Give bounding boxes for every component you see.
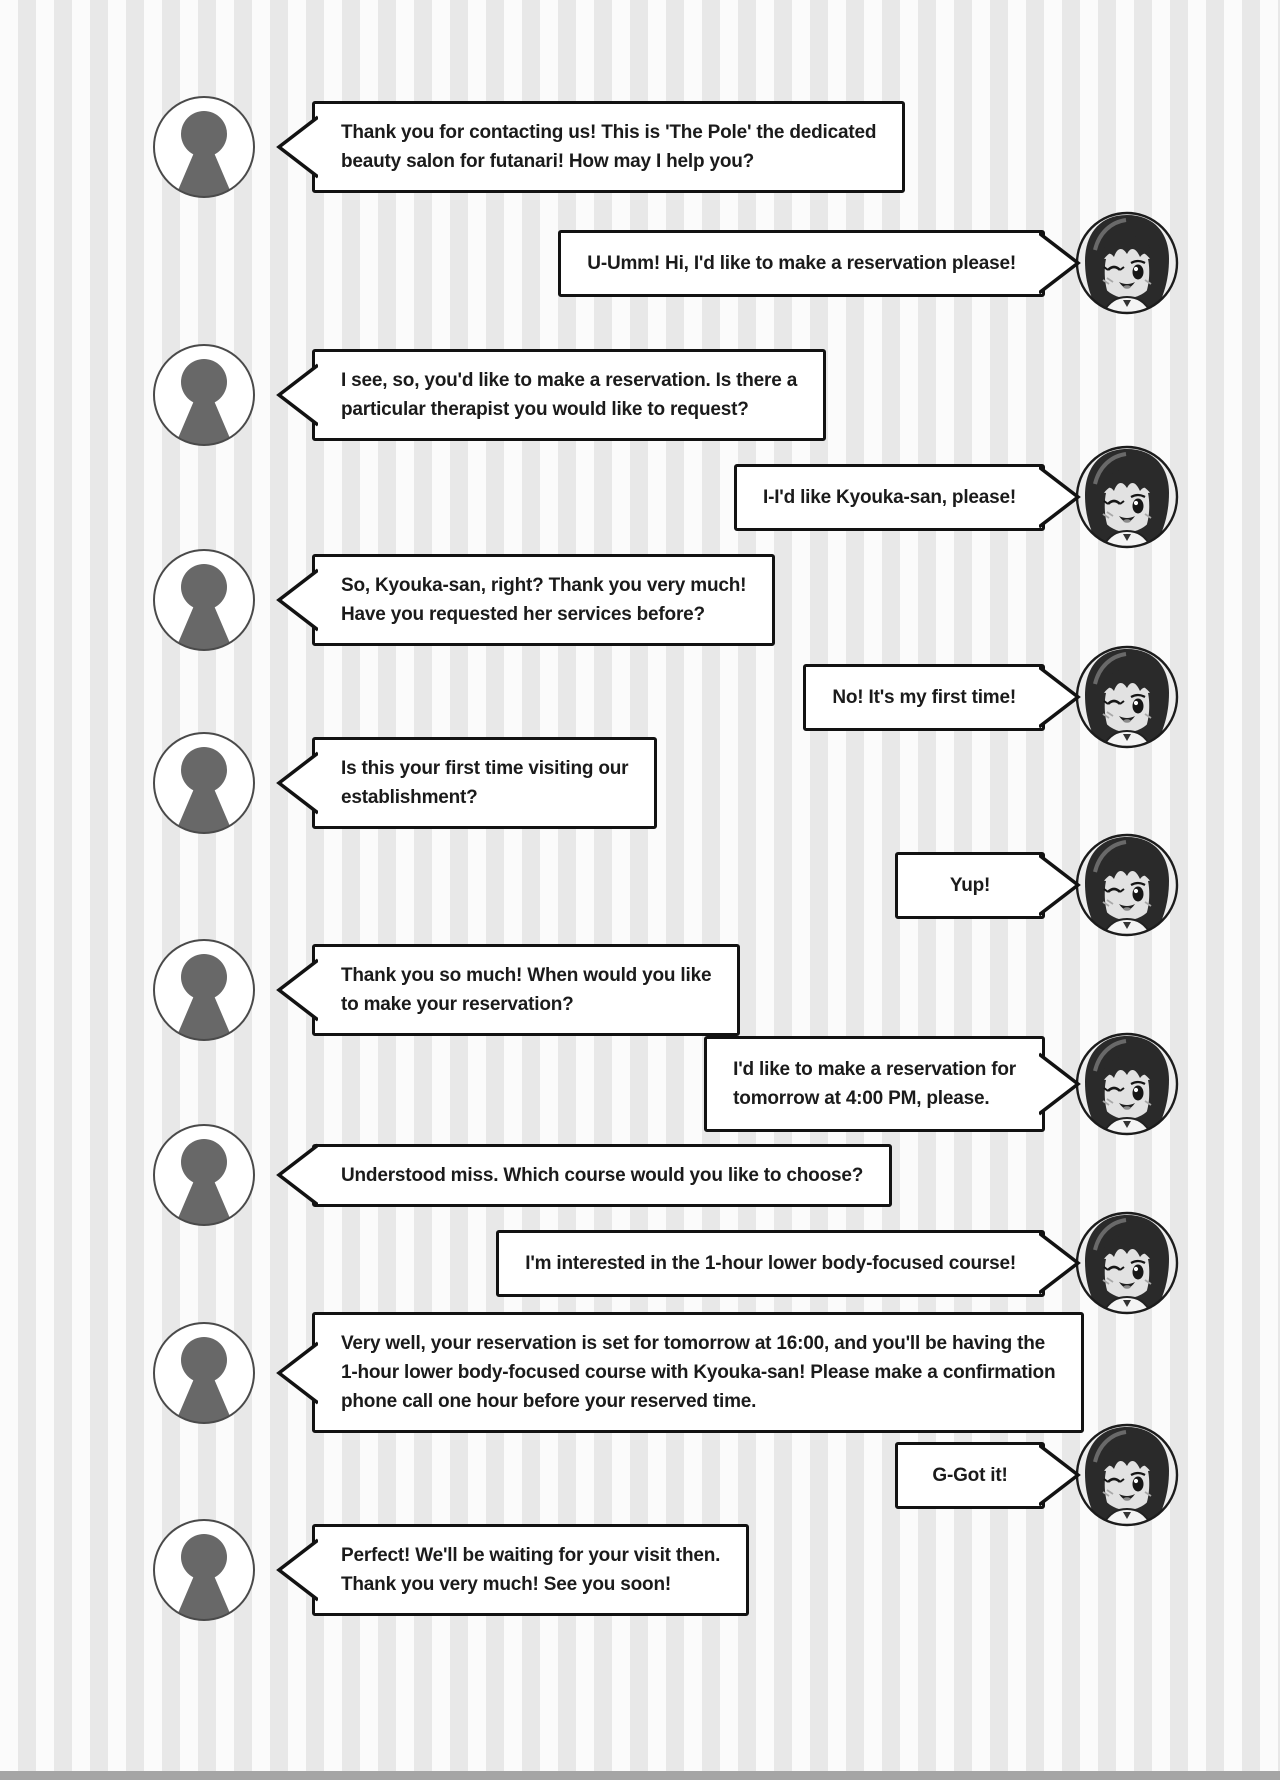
speech-bubble bbox=[312, 1524, 749, 1616]
message-line: particular therapist you would like to request? bbox=[341, 399, 749, 420]
salon-avatar bbox=[151, 342, 257, 448]
bubble-tail-right bbox=[1039, 229, 1087, 297]
bubble-tail-right bbox=[1039, 663, 1087, 731]
bubble-tail-left bbox=[270, 113, 318, 181]
person-silhouette-icon bbox=[151, 1320, 257, 1426]
chat-message-row bbox=[151, 730, 657, 836]
salon-avatar bbox=[151, 1517, 257, 1623]
chat-message-row bbox=[151, 547, 775, 653]
chat-message-row bbox=[151, 1312, 1084, 1433]
speech-bubble bbox=[312, 1312, 1084, 1433]
chat-message-row bbox=[558, 210, 1180, 316]
message-line: U-Umm! Hi, I'd like to make a reservation please! bbox=[587, 252, 1016, 274]
bubble-tail-left bbox=[270, 361, 318, 429]
message-line: Thank you for contacting us! This is 'The Pole' the dedicated bbox=[341, 122, 877, 143]
person-silhouette-icon bbox=[151, 730, 257, 836]
bubble-tail-right bbox=[1039, 851, 1087, 919]
message-line: Have you requested her services before? bbox=[341, 604, 705, 625]
anime-girl-wink-icon bbox=[1074, 1210, 1180, 1316]
anime-girl-wink-icon bbox=[1074, 644, 1180, 750]
bubble-tail-left bbox=[270, 1339, 318, 1407]
message-line: Understood miss. Which course would you like to choose? bbox=[341, 1164, 864, 1186]
salon-avatar bbox=[151, 1320, 257, 1426]
speech-bubble bbox=[803, 664, 1045, 731]
message-line: phone call one hour before your reserved time. bbox=[341, 1391, 757, 1412]
message-line: Thank you so much! When would you like bbox=[341, 965, 712, 986]
message-line: Is this your first time visiting our bbox=[341, 758, 629, 779]
message-line: So, Kyouka-san, right? Thank you very much! bbox=[341, 575, 747, 596]
bubble-tail-right bbox=[1039, 1050, 1087, 1118]
chat-message-row bbox=[151, 94, 905, 200]
chat-message-row bbox=[496, 1210, 1180, 1316]
salon-avatar bbox=[151, 937, 257, 1043]
person-silhouette-icon bbox=[151, 1122, 257, 1228]
customer-avatar bbox=[1074, 832, 1180, 938]
customer-avatar bbox=[1074, 1210, 1180, 1316]
speech-bubble bbox=[704, 1036, 1045, 1132]
page-bottom-band bbox=[0, 1771, 1280, 1780]
salon-avatar bbox=[151, 730, 257, 836]
speech-bubble bbox=[312, 944, 740, 1036]
message-line: 1-hour lower body-focused course with Kyouka-san! Please make a confirmation bbox=[341, 1362, 1056, 1383]
bubble-tail-left bbox=[270, 956, 318, 1024]
speech-bubble bbox=[496, 1230, 1045, 1297]
message-line: Perfect! We'll be waiting for your visit then. bbox=[341, 1545, 721, 1566]
message-line: I'm interested in the 1-hour lower body-focused course! bbox=[525, 1252, 1016, 1274]
speech-bubble bbox=[734, 464, 1045, 531]
person-silhouette-icon bbox=[151, 94, 257, 200]
customer-avatar bbox=[1074, 644, 1180, 750]
speech-bubble bbox=[312, 101, 905, 193]
anime-girl-wink-icon bbox=[1074, 1031, 1180, 1137]
chat-message-row bbox=[895, 1422, 1180, 1528]
message-line: No! It's my first time! bbox=[832, 686, 1016, 708]
bubble-tail-right bbox=[1039, 463, 1087, 531]
message-line: G-Got it! bbox=[932, 1464, 1008, 1486]
message-line: I-I'd like Kyouka-san, please! bbox=[763, 486, 1016, 508]
salon-avatar bbox=[151, 1122, 257, 1228]
bubble-tail-left bbox=[270, 1141, 318, 1209]
chat-message-row bbox=[803, 644, 1180, 750]
person-silhouette-icon bbox=[151, 342, 257, 448]
message-line: I'd like to make a reservation for bbox=[733, 1059, 1016, 1080]
message-line: I see, so, you'd like to make a reservation. Is there a bbox=[341, 370, 798, 391]
customer-avatar bbox=[1074, 210, 1180, 316]
message-line: Very well, your reservation is set for tomorrow at 16:00, and you'll be having the bbox=[341, 1333, 1045, 1354]
bubble-tail-right bbox=[1039, 1229, 1087, 1297]
anime-girl-wink-icon bbox=[1074, 444, 1180, 550]
message-line: tomorrow at 4:00 PM, please. bbox=[733, 1088, 990, 1109]
speech-bubble bbox=[312, 737, 657, 829]
speech-bubble bbox=[312, 1144, 892, 1207]
chat-message-row bbox=[151, 1517, 749, 1623]
speech-bubble bbox=[312, 349, 826, 441]
bubble-tail-left bbox=[270, 1536, 318, 1604]
salon-avatar bbox=[151, 547, 257, 653]
chat-message-row bbox=[734, 444, 1180, 550]
speech-bubble bbox=[895, 1442, 1045, 1509]
person-silhouette-icon bbox=[151, 937, 257, 1043]
chat-message-row bbox=[151, 937, 740, 1043]
speech-bubble bbox=[558, 230, 1045, 297]
bubble-tail-right bbox=[1039, 1441, 1087, 1509]
customer-avatar bbox=[1074, 1422, 1180, 1528]
anime-girl-wink-icon bbox=[1074, 832, 1180, 938]
person-silhouette-icon bbox=[151, 547, 257, 653]
chat-message-row bbox=[895, 832, 1180, 938]
speech-bubble bbox=[895, 852, 1045, 919]
speech-bubble bbox=[312, 554, 775, 646]
message-line: Yup! bbox=[949, 874, 991, 896]
customer-avatar bbox=[1074, 444, 1180, 550]
message-line: establishment? bbox=[341, 787, 478, 808]
chat-message-row bbox=[151, 342, 826, 448]
person-silhouette-icon bbox=[151, 1517, 257, 1623]
customer-avatar bbox=[1074, 1031, 1180, 1137]
message-line: Thank you very much! See you soon! bbox=[341, 1574, 671, 1595]
anime-girl-wink-icon bbox=[1074, 1422, 1180, 1528]
message-line: beauty salon for futanari! How may I help you? bbox=[341, 151, 755, 172]
anime-girl-wink-icon bbox=[1074, 210, 1180, 316]
bubble-tail-left bbox=[270, 749, 318, 817]
message-line: to make your reservation? bbox=[341, 994, 574, 1015]
bubble-tail-left bbox=[270, 566, 318, 634]
salon-avatar bbox=[151, 94, 257, 200]
